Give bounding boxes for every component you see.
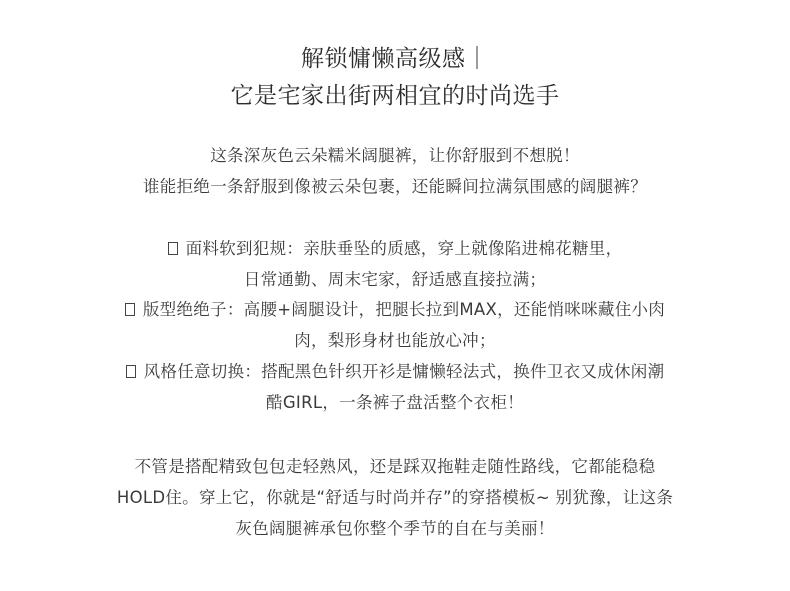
feature-fabric xyxy=(0,235,790,259)
feature-style xyxy=(0,358,790,382)
feature-fit-text: 版型绝绝子：高腰+阔腿设计，把腿长拉到MAX，还能悄咪咪藏住小肉 xyxy=(142,300,666,319)
feature-style-text: 风格任意切换：搭配黑色针织开衫是慵懒轻法式，换件卫衣又成休闲潮 xyxy=(143,362,665,381)
intro-line-2: 谁能拒绝一条舒服到像被云朵包裹，还能瞬间拉满氛围感的阔腿裤？ xyxy=(143,177,647,196)
feature-fabric-text: 面料软到犯规：亲肤垂坠的质感，穿上就像陷进棉花糖里， xyxy=(185,239,623,258)
bullet-box-icon xyxy=(125,303,135,316)
closing-line-3: 灰色阔腿裤承包你整个季节的自在与美丽！ xyxy=(235,519,555,538)
feature-style-cont: 酷GIRL，一条裤子盘活整个衣柜！ xyxy=(266,393,524,412)
closing-line-2: HOLD住。穿上它，你就是“舒适与时尚并存”的穿搭模板~ 别犹豫，让这条 xyxy=(116,488,674,507)
title-line-2: 它是宅家出街两相宜的时尚选手 xyxy=(230,83,560,109)
feature-fabric-cont: 日常通勤、周末宅家，舒适感直接拉满； xyxy=(243,270,547,289)
feature-fit xyxy=(0,296,790,320)
intro-line-1: 这条深灰色云朵糯米阔腿裤，让你舒服到不想脱！ xyxy=(210,146,580,165)
closing-line-1: 不管是搭配精致包包走轻熟风，还是踩双拖鞋走随性路线，它都能稳稳 xyxy=(134,457,656,476)
bullet-box-icon xyxy=(126,365,136,378)
bullet-box-icon xyxy=(168,242,178,255)
title-line-1: 解锁慵懒高级感｜ xyxy=(301,46,489,72)
feature-fit-cont: 肉，梨形身材也能放心冲； xyxy=(294,331,496,350)
